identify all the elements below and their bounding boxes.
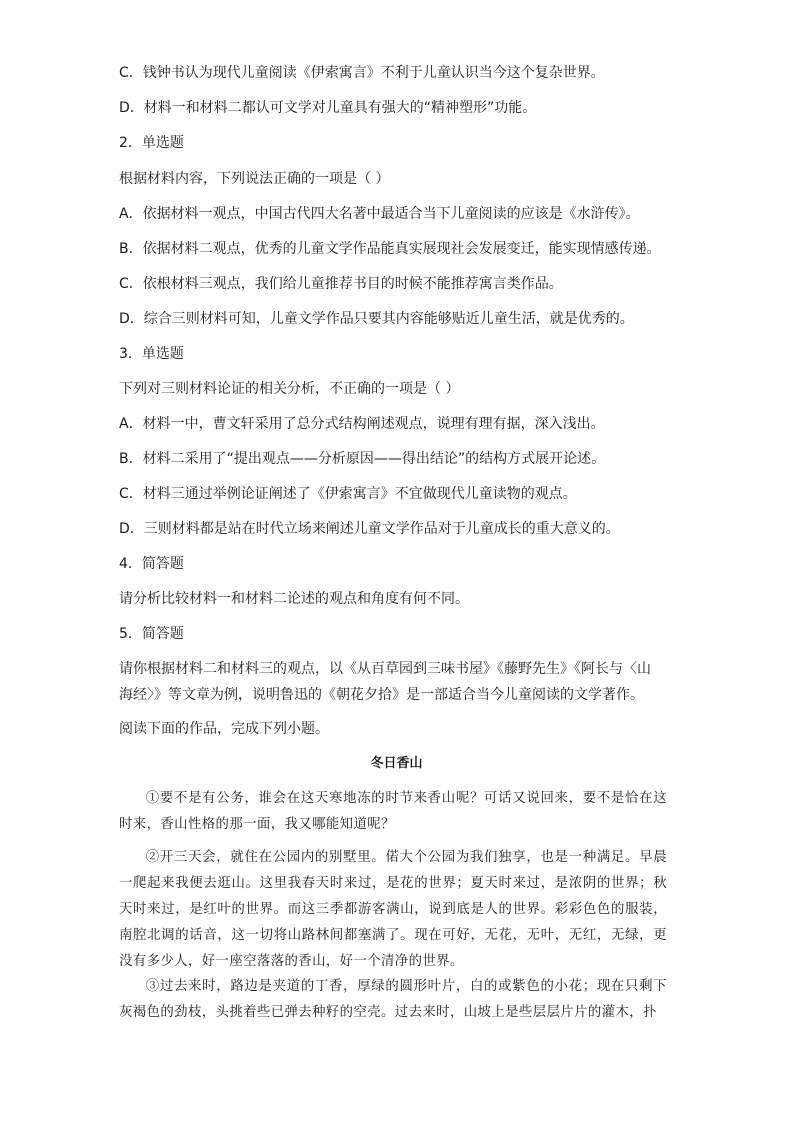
essay-paragraph-1: ①要不是有公务，谁会在这天寒地冻的时节来香山呢？可话又说回来，要不是恰在这时来，香山性格的那一面，我又哪能知道呢？ — [119, 791, 667, 832]
option-d-q1: D．材料一和材料二都认可文学对儿童具有强大的“精神塑形”功能。 — [119, 100, 537, 116]
question-4-stem: 请分析比较材料一和材料二论述的观点和角度有何不同。 — [119, 591, 469, 607]
essay-paragraph-2: ②开三天会，就住在公园内的别墅里。偌大个公园为我们独享，也是一种满足。早晨一爬起来我便去逛山。这里我春天时来过，是花的世界；夏天时来过，是浓阴的世界；秋天时来过，是红叶的世界。而这三季都游客满山，说到底是人的世界。彩彩色色的服装，南腔北调的话音，这一切将山路林间都塞满了。现在可好，无花，无叶，无红，无绿，更没有多少人，好一座空落落的香山，好一个清净的世界。 — [119, 850, 667, 969]
essay-paragraph-3: ③过去来时，路边是夹道的丁香，厚绿的圆形叶片，白的或紫色的小花；现在只剩下灰褐色的劲枝，头挑着些已弹去种籽的空壳。过去来时，山坡上是些层层片片的灌木，扑 — [119, 979, 667, 1020]
option-c-q1: C．钱钟书认为现代儿童阅读《伊索寓言》不利于儿童认识当今这个复杂世界。 — [119, 65, 605, 81]
option-c-q3: C．材料三通过举例论证阐述了《伊索寓言》不宜做现代儿童读物的观点。 — [119, 486, 577, 502]
question-5-type: 5．简答题 — [119, 626, 184, 642]
question-5-stem-line-2: 海经〉》等文章为例，说明鲁迅的《朝花夕拾》是一部适合当今儿童阅读的文学著作。 — [119, 687, 644, 703]
question-3-type: 3．单选题 — [119, 346, 184, 362]
question-5-stem-line-1: 请你根据材料二和材料三的观点，以《从百草园到三味书屋》《藤野先生》《阿长与〈山 — [119, 661, 651, 677]
option-d-q2: D．综合三则材料可知，儿童文学作品只要其内容能够贴近儿童生活，就是优秀的。 — [119, 311, 634, 327]
question-4-type: 4．简答题 — [119, 556, 184, 572]
option-c-q2: C．依根材料三观点，我们给儿童推荐书目的时候不能推荐寓言类作品。 — [119, 276, 563, 292]
option-a-q2: A．依据材料一观点，中国古代四大名著中最适合当下儿童阅读的应该是《水浒传》。 — [119, 206, 640, 222]
option-a-q3: A．材料一中，曹文轩采用了总分式结构阐述观点，说理有理有据，深入浅出。 — [119, 416, 605, 432]
question-3-stem: 下列对三则材料论证的相关分析，不正确的一项是（ ） — [119, 381, 460, 397]
essay-title: 冬日香山 — [370, 756, 423, 771]
option-d-q3: D．三则材料都是站在时代立场来阐述儿童文学作品对于儿童成长的重大意义的。 — [119, 521, 620, 537]
reading-instruction: 阅读下面的作品，完成下列小题。 — [119, 721, 329, 737]
option-b-q3: B．材料二采用了“提出观点——分析原因——得出结论”的结构方式展开论述。 — [119, 451, 606, 467]
option-b-q2: B．依据材料二观点，优秀的儿童文学作品能真实展现社会发展变迁，能实现情感传递。 — [119, 241, 661, 257]
question-2-type: 2．单选题 — [119, 135, 184, 151]
question-2-stem: 根据材料内容，下列说法正确的一项是（ ） — [119, 171, 390, 187]
